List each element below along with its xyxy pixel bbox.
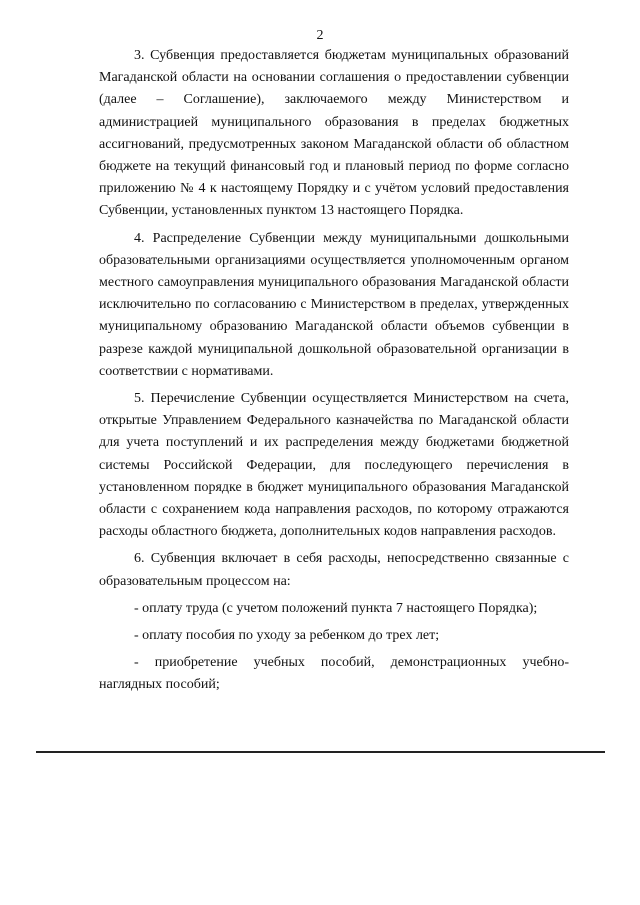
document-body — [99, 45, 569, 697]
list-item-childcare: - оплату пособия по уходу за ребенком до трех лет; — [134, 628, 440, 644]
paragraph-4: 4. Распределение Субвенции между муниципальными дошкольными образовательными организациями осуществляется уполномоченным органом местного самоуправления муниципального образования Магаданской области исключительно по согласованию с Министерством в пределах, утвержденных муниципальному образованию Магаданской области объемов субвенции в разрезе каждой муниципальной дошкольной образовательной организации в соответствии с нормативами. — [99, 230, 569, 379]
list-item-teaching-aids: - приобретение учебных пособий, демонстрационных учебно-наглядных пособий; — [99, 655, 569, 693]
paragraph-6: 6. Субвенция включает в себя расходы, непосредственно связанные с образовательным процессом на: — [99, 551, 569, 589]
bottom-rule — [36, 751, 605, 753]
page-number: 2 — [316, 28, 324, 43]
list-item-labor: - оплату труда (с учетом положений пункта 7 настоящего Порядка); — [134, 600, 538, 616]
paragraph-3: 3. Субвенция предоставляется бюджетам муниципальных образований Магаданской области на основании соглашения о предоставлении субвенции (далее – Соглашение), заключаемого между Министерством и администрацией муниципального образования в пределах бюджетных ассигнований, предусмотренных законом Магаданской области об областном бюджете на текущий финансовый год и плановый период по форме согласно приложению № 4 к настоящему Порядку и с учётом условий предоставления Субвенции, установленных пунктом 13 настоящего Порядка. — [99, 48, 569, 219]
paragraph-5: 5. Перечисление Субвенции осуществляется Министерством на счета, открытые Управлением Федерального казначейства по Магаданской области для учета поступлений и их распределения между бюджетами бюджетной системы Российской Федерации, для последующего перечисления в установленном порядке в бюджет муниципального образования Магаданской области с сохранением кода направления расходов, по которому отражаются расходы областного бюджета, дополнительных кодов направления расходов. — [99, 391, 569, 540]
